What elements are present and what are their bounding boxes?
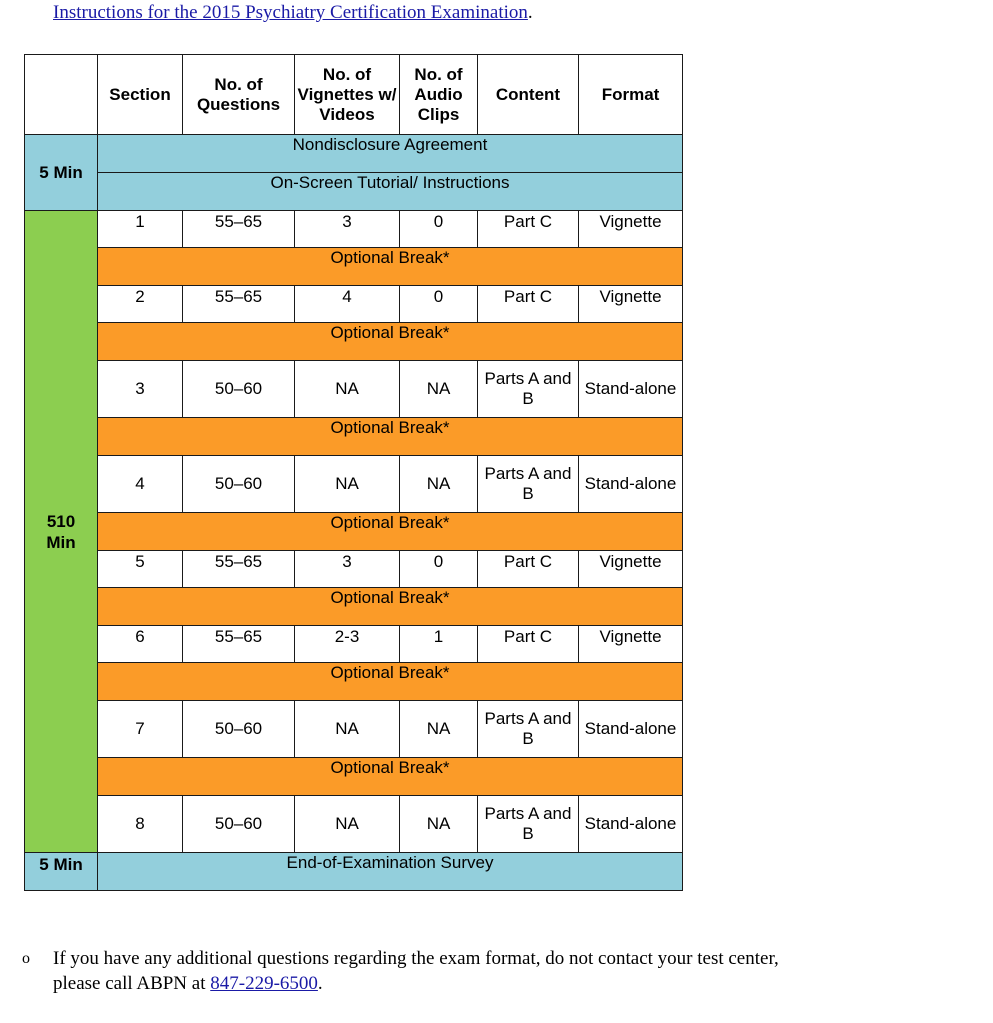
vignettes-count: 3	[295, 211, 400, 248]
section-number: 2	[98, 286, 183, 323]
instructions-link[interactable]: Instructions for the 2015 Psychiatry Certification Examination	[53, 2, 528, 23]
phone-link[interactable]: 847-229-6500	[210, 973, 318, 994]
note-text-after: .	[317, 973, 323, 994]
header-questions: No. of Questions	[183, 55, 295, 135]
vignettes-count: 2-3	[295, 626, 400, 663]
section-number: 6	[98, 626, 183, 663]
intro-trailing: .	[527, 2, 533, 23]
main-time-cell	[25, 211, 98, 853]
table-row	[25, 361, 683, 418]
header-format: Format	[579, 55, 683, 135]
audio-count: NA	[400, 456, 478, 513]
audio-count: NA	[400, 796, 478, 853]
optional-break-row: Optional Break*	[98, 758, 683, 796]
questions-count: 55–65	[183, 551, 295, 588]
bullet-marker: o	[22, 950, 30, 967]
format-value: Vignette	[579, 626, 683, 663]
format-value: Vignette	[579, 211, 683, 248]
intro-line	[53, 2, 533, 24]
questions-count: 50–60	[183, 796, 295, 853]
header-content: Content	[478, 55, 579, 135]
table-row	[25, 551, 683, 588]
table-row	[25, 796, 683, 853]
section-number: 4	[98, 456, 183, 513]
header-section: Section	[98, 55, 183, 135]
questions-count: 55–65	[183, 626, 295, 663]
header-blank	[25, 55, 98, 135]
optional-break-row: Optional Break*	[98, 513, 683, 551]
section-number: 7	[98, 701, 183, 758]
table-row	[25, 286, 683, 323]
table-row	[25, 211, 683, 248]
header-row	[25, 55, 683, 135]
questions-count: 55–65	[183, 286, 295, 323]
optional-break-row: Optional Break*	[98, 323, 683, 361]
format-value: Vignette	[579, 551, 683, 588]
tutorial-row: On-Screen Tutorial/ Instructions	[98, 173, 683, 211]
header-audio: No. of Audio Clips	[400, 55, 478, 135]
content-value: Parts A and B	[478, 796, 579, 853]
audio-count: 0	[400, 551, 478, 588]
audio-count: 0	[400, 286, 478, 323]
format-value: Vignette	[579, 286, 683, 323]
optional-break-row: Optional Break*	[98, 418, 683, 456]
format-value: Stand-alone	[579, 796, 683, 853]
audio-count: 0	[400, 211, 478, 248]
content-value: Part C	[478, 626, 579, 663]
note-text-before: If you have any additional questions regarding the exam format, do not contact your test center, please call ABPN at	[53, 948, 779, 994]
section-number: 8	[98, 796, 183, 853]
end-survey-row: End-of-Examination Survey	[98, 853, 683, 891]
audio-count: NA	[400, 361, 478, 418]
vignettes-count: NA	[295, 361, 400, 418]
vignettes-count: 4	[295, 286, 400, 323]
optional-break-row: Optional Break*	[98, 663, 683, 701]
questions-count: 55–65	[183, 211, 295, 248]
main-time-label: 510 Min	[46, 511, 76, 552]
section-number: 3	[98, 361, 183, 418]
audio-count: NA	[400, 701, 478, 758]
optional-break-row: Optional Break*	[98, 248, 683, 286]
header-vignettes: No. of Vignettes w/ Videos	[295, 55, 400, 135]
content-value: Parts A and B	[478, 361, 579, 418]
format-value: Stand-alone	[579, 456, 683, 513]
vignettes-count: NA	[295, 701, 400, 758]
questions-count: 50–60	[183, 701, 295, 758]
vignettes-count: NA	[295, 456, 400, 513]
vignettes-count: NA	[295, 796, 400, 853]
questions-count: 50–60	[183, 456, 295, 513]
nondisclosure-row: Nondisclosure Agreement	[98, 135, 683, 173]
exam-format-table	[24, 54, 683, 891]
start-time-cell: 5 Min	[25, 135, 98, 211]
table-row	[25, 456, 683, 513]
table-row	[25, 701, 683, 758]
end-time-cell: 5 Min	[25, 853, 98, 891]
section-number: 1	[98, 211, 183, 248]
vignettes-count: 3	[295, 551, 400, 588]
content-value: Part C	[478, 211, 579, 248]
format-value: Stand-alone	[579, 701, 683, 758]
contact-note	[22, 946, 782, 996]
format-value: Stand-alone	[579, 361, 683, 418]
note-text	[53, 946, 782, 996]
content-value: Parts A and B	[478, 701, 579, 758]
content-value: Part C	[478, 551, 579, 588]
questions-count: 50–60	[183, 361, 295, 418]
audio-count: 1	[400, 626, 478, 663]
content-value: Parts A and B	[478, 456, 579, 513]
section-number: 5	[98, 551, 183, 588]
table-row	[25, 626, 683, 663]
optional-break-row: Optional Break*	[98, 588, 683, 626]
content-value: Part C	[478, 286, 579, 323]
